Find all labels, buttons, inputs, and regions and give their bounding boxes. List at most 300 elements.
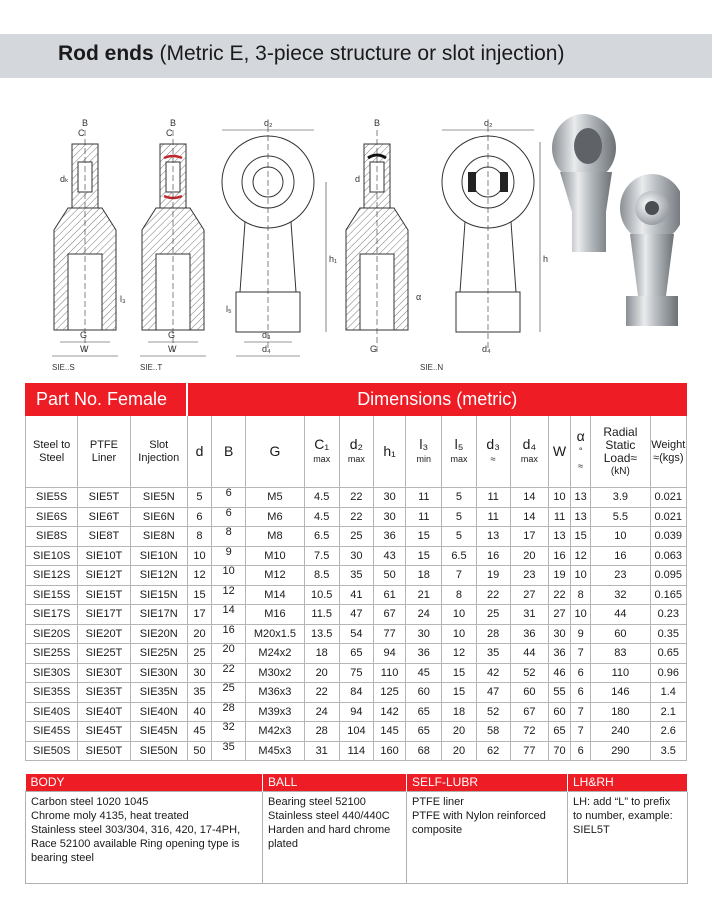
cell-slot: SIE17N [130,605,187,625]
cell-d3: 13 [476,527,510,547]
cell-slot: SIE6N [130,507,187,527]
dim-label-g-3: G [370,344,378,354]
cell-d: 15 [187,585,211,605]
col-c1: C₁ max [304,416,339,488]
cell-slot: SIE15N [130,585,187,605]
cell-l5: 15 [442,663,476,683]
cell-c1: 8.5 [304,566,339,586]
cell-steel: SIE40S [26,702,78,722]
cell-alpha: 7 [571,702,591,722]
cell-slot: SIE10N [130,546,187,566]
table-row [26,605,687,625]
col-l3: l₃ min [406,416,442,488]
cell-c1: 7.5 [304,546,339,566]
cell-c1: 4.5 [304,488,339,508]
cell-load: 83 [591,644,650,664]
cell-c1: 31 [304,741,339,761]
table-row [26,507,687,527]
dim-label-alpha: α [416,292,422,302]
table-row [26,624,687,644]
cell-l3: 18 [406,566,442,586]
body-header: BODY [26,774,263,791]
cell-l5: 5 [442,488,476,508]
cell-d: 40 [187,702,211,722]
cell-g: M45x3 [246,741,304,761]
dimensions-header: Dimensions (metric) [187,384,686,416]
cell-ptfe: SIE6T [78,507,130,527]
cell-weight: 0.165 [650,585,686,605]
cell-d2: 75 [339,663,373,683]
dimensions-table-body [26,488,687,761]
cell-b: 35 [212,741,246,761]
cell-d2: 84 [339,683,373,703]
cell-b: 20 [212,644,246,664]
cell-alpha: 10 [571,605,591,625]
cell-d2: 65 [339,644,373,664]
label-sie-s: SIE..S [52,363,75,372]
cell-h1: 36 [373,527,405,547]
cell-d: 30 [187,663,211,683]
cell-g: M30x2 [246,663,304,683]
cell-d4: 27 [510,585,548,605]
col-radial-load: Radial Static Load≈ (kN) [591,416,650,488]
cell-d2: 41 [339,585,373,605]
cell-d4: 52 [510,663,548,683]
cell-ptfe: SIE25T [78,644,130,664]
cell-weight: 0.039 [650,527,686,547]
cell-d: 35 [187,683,211,703]
table-row [26,683,687,703]
cell-d3: 11 [476,507,510,527]
cell-slot: SIE40N [130,702,187,722]
cell-alpha: 10 [571,566,591,586]
cell-d2: 47 [339,605,373,625]
self-lubr-cell: PTFE liner PTFE with Nylon reinforced composite [407,791,568,883]
cell-w: 16 [548,546,570,566]
col-steel: Steel to Steel [26,416,78,488]
dim-label-d2-2: d₂ [484,118,493,128]
col-ptfe: PTFE Liner [78,416,130,488]
cell-c1: 20 [304,663,339,683]
cell-slot: SIE12N [130,566,187,586]
cell-alpha: 13 [571,488,591,508]
dim-label-w-2: W [168,344,177,354]
cell-b: 6 [212,488,246,508]
cell-l5: 10 [442,605,476,625]
product-photo-1 [552,114,616,252]
dim-label-g: G [80,330,88,340]
cell-l3: 68 [406,741,442,761]
cell-h1: 67 [373,605,405,625]
col-d2: d₂ max [339,416,373,488]
cell-steel: SIE50S [26,741,78,761]
cell-load: 3.9 [591,488,650,508]
body-cell: Carbon steel 1020 1045 Chrome moly 4135, heat treated Stainless steel 303/304, 316, 420, 17-4PH, Race 52100 available Ring opening type is bearing steel [26,791,263,883]
cell-w: 46 [548,663,570,683]
cell-l5: 20 [442,741,476,761]
cell-slot: SIE20N [130,624,187,644]
cell-d3: 52 [476,702,510,722]
cell-l3: 60 [406,683,442,703]
cell-b: 8 [212,527,246,547]
cell-h1: 30 [373,488,405,508]
cell-weight: 2.1 [650,702,686,722]
cell-alpha: 7 [571,644,591,664]
cell-d4: 36 [510,624,548,644]
cell-b: 9 [212,546,246,566]
cell-d3: 28 [476,624,510,644]
lh-rh-header: LH&RH [568,774,688,791]
cell-g: M12 [246,566,304,586]
cell-weight: 0.063 [650,546,686,566]
table-row [26,644,687,664]
cell-d: 6 [187,507,211,527]
cell-slot: SIE30N [130,663,187,683]
dim-label-d3: d₃ [262,330,271,340]
dimensions-table [25,383,687,761]
cell-d4: 77 [510,741,548,761]
col-alpha: α ° ≈ [571,416,591,488]
cell-l3: 65 [406,702,442,722]
cell-c1: 22 [304,683,339,703]
cell-h1: 94 [373,644,405,664]
cell-b: 6 [212,507,246,527]
cell-weight: 2.6 [650,722,686,742]
cell-d4: 44 [510,644,548,664]
cell-d: 50 [187,741,211,761]
cell-load: 110 [591,663,650,683]
cell-d2: 104 [339,722,373,742]
cell-steel: SIE8S [26,527,78,547]
dim-label-g-2: G [168,330,176,340]
cell-l3: 45 [406,663,442,683]
cell-d2: 22 [339,507,373,527]
cell-slot: SIE45N [130,722,187,742]
cell-l3: 24 [406,605,442,625]
cell-h1: 142 [373,702,405,722]
col-slot: Slot Injection [130,416,187,488]
col-w: W [548,416,570,488]
cell-steel: SIE17S [26,605,78,625]
cell-slot: SIE50N [130,741,187,761]
cell-load: 23 [591,566,650,586]
cell-d3: 42 [476,663,510,683]
cell-h1: 110 [373,663,405,683]
col-d4: d₄ max [510,416,548,488]
dim-label-dk: dₖ [60,174,69,184]
cell-d: 12 [187,566,211,586]
cell-weight: 0.35 [650,624,686,644]
cell-c1: 10.5 [304,585,339,605]
section-drawing-s [52,130,118,356]
cell-steel: SIE45S [26,722,78,742]
dim-label-d: d [355,174,361,184]
cell-d4: 17 [510,527,548,547]
col-g: G [246,416,304,488]
cell-w: 27 [548,605,570,625]
cell-l5: 5 [442,527,476,547]
cell-alpha: 15 [571,527,591,547]
cell-g: M6 [246,507,304,527]
dim-label-l3: l₃ [120,294,126,304]
cell-load: 180 [591,702,650,722]
table-row [26,722,687,742]
cell-d4: 67 [510,702,548,722]
cell-l3: 11 [406,507,442,527]
cell-c1: 4.5 [304,507,339,527]
cell-weight: 0.095 [650,566,686,586]
cell-l3: 11 [406,488,442,508]
table-row [26,585,687,605]
cell-steel: SIE5S [26,488,78,508]
cell-d3: 58 [476,722,510,742]
cell-w: 60 [548,702,570,722]
cell-g: M36x3 [246,683,304,703]
technical-drawings [40,112,680,380]
cell-g: M8 [246,527,304,547]
cell-h1: 43 [373,546,405,566]
cell-d3: 11 [476,488,510,508]
cell-w: 10 [548,488,570,508]
cell-c1: 11.5 [304,605,339,625]
cell-l3: 30 [406,624,442,644]
cell-ptfe: SIE20T [78,624,130,644]
cell-d3: 47 [476,683,510,703]
cell-load: 16 [591,546,650,566]
cell-w: 11 [548,507,570,527]
cell-w: 65 [548,722,570,742]
cell-w: 70 [548,741,570,761]
cell-d: 5 [187,488,211,508]
cell-alpha: 6 [571,663,591,683]
cell-b: 12 [212,585,246,605]
cell-steel: SIE10S [26,546,78,566]
cell-alpha: 6 [571,741,591,761]
dim-label-h: h [543,254,549,264]
cell-slot: SIE8N [130,527,187,547]
cell-l5: 20 [442,722,476,742]
cell-c1: 18 [304,644,339,664]
cell-d4: 72 [510,722,548,742]
cell-ptfe: SIE35T [78,683,130,703]
cell-d4: 60 [510,683,548,703]
dim-label-d4: d₄ [262,344,271,354]
col-d: d [187,416,211,488]
cell-d2: 22 [339,488,373,508]
cell-alpha: 12 [571,546,591,566]
table-row [26,527,687,547]
front-view-drawing-n [442,126,540,348]
cell-h1: 50 [373,566,405,586]
col-b: B [212,416,246,488]
title-bar [0,34,712,78]
cell-l3: 65 [406,722,442,742]
cell-load: 240 [591,722,650,742]
cell-l5: 5 [442,507,476,527]
cell-d2: 35 [339,566,373,586]
cell-load: 44 [591,605,650,625]
cell-weight: 3.5 [650,741,686,761]
cell-b: 32 [212,722,246,742]
section-drawing-n [346,130,408,352]
dim-label-d4-2: d₄ [482,344,491,354]
lh-rh-cell: LH: add “L” to prefix to number, example: SIEL5T [568,791,688,883]
cell-g: M14 [246,585,304,605]
cell-l5: 7 [442,566,476,586]
cell-load: 32 [591,585,650,605]
cell-load: 5.5 [591,507,650,527]
dim-label-w: W [80,344,89,354]
cell-g: M24x2 [246,644,304,664]
cell-alpha: 13 [571,507,591,527]
cell-weight: 0.23 [650,605,686,625]
cell-d2: 30 [339,546,373,566]
drawings-svg [40,112,680,380]
cell-d: 25 [187,644,211,664]
cell-alpha: 8 [571,585,591,605]
cell-l5: 15 [442,683,476,703]
cell-alpha: 7 [571,722,591,742]
cell-d2: 94 [339,702,373,722]
cell-l5: 6.5 [442,546,476,566]
cell-l3: 36 [406,644,442,664]
cell-ptfe: SIE12T [78,566,130,586]
cell-steel: SIE12S [26,566,78,586]
cell-ptfe: SIE8T [78,527,130,547]
cell-ptfe: SIE45T [78,722,130,742]
cell-d4: 14 [510,488,548,508]
cell-steel: SIE25S [26,644,78,664]
cell-g: M16 [246,605,304,625]
table-row [26,663,687,683]
cell-weight: 1.4 [650,683,686,703]
cell-h1: 125 [373,683,405,703]
col-weight: Weight ≈(kgs) [650,416,686,488]
cell-l3: 21 [406,585,442,605]
dim-label-c: C [78,128,85,138]
cell-d: 45 [187,722,211,742]
dim-label-b-3: B [374,118,381,128]
dim-label-b: B [82,118,89,128]
cell-d4: 31 [510,605,548,625]
cell-d: 17 [187,605,211,625]
dim-label-d2: d₂ [264,118,273,128]
cell-b: 22 [212,663,246,683]
dim-label-c-2: C [166,128,173,138]
cell-steel: SIE30S [26,663,78,683]
cell-weight: 0.96 [650,663,686,683]
cell-h1: 30 [373,507,405,527]
label-sie-n: SIE..N [420,363,444,372]
cell-ptfe: SIE30T [78,663,130,683]
cell-d: 20 [187,624,211,644]
col-l5: l₅ max [442,416,476,488]
cell-slot: SIE35N [130,683,187,703]
dim-label-l5: l₅ [226,304,232,314]
cell-steel: SIE15S [26,585,78,605]
cell-b: 16 [212,624,246,644]
page-title: Rod ends (Metric E, 3-piece structure or slot injection) [58,42,565,65]
table-row [26,702,687,722]
cell-d: 8 [187,527,211,547]
cell-d3: 62 [476,741,510,761]
cell-d4: 14 [510,507,548,527]
cell-d4: 20 [510,546,548,566]
ball-header: BALL [263,774,407,791]
cell-d3: 25 [476,605,510,625]
cell-steel: SIE20S [26,624,78,644]
cell-l5: 10 [442,624,476,644]
cell-h1: 160 [373,741,405,761]
cell-ptfe: SIE10T [78,546,130,566]
cell-g: M42x3 [246,722,304,742]
cell-g: M39x3 [246,702,304,722]
cell-alpha: 6 [571,683,591,703]
section-drawing-t [140,130,206,356]
cell-d2: 25 [339,527,373,547]
cell-d4: 23 [510,566,548,586]
product-photo-2 [620,174,680,326]
cell-weight: 0.65 [650,644,686,664]
cell-load: 146 [591,683,650,703]
cell-l3: 15 [406,527,442,547]
cell-ptfe: SIE15T [78,585,130,605]
materials-table [25,774,688,884]
ball-cell: Bearing steel 52100 Stainless steel 440/440C Harden and hard chrome plated [263,791,407,883]
cell-w: 30 [548,624,570,644]
cell-d2: 54 [339,624,373,644]
self-lubr-header: SELF-LUBR [407,774,568,791]
cell-steel: SIE35S [26,683,78,703]
cell-load: 60 [591,624,650,644]
cell-steel: SIE6S [26,507,78,527]
cell-d2: 114 [339,741,373,761]
table-row [26,488,687,508]
cell-w: 19 [548,566,570,586]
dim-label-h1: h₁ [329,254,338,264]
cell-w: 36 [548,644,570,664]
cell-h1: 61 [373,585,405,605]
cell-c1: 13.5 [304,624,339,644]
cell-b: 28 [212,702,246,722]
table-row [26,741,687,761]
cell-w: 13 [548,527,570,547]
cell-l5: 8 [442,585,476,605]
label-sie-t: SIE..T [140,363,163,372]
cell-l5: 12 [442,644,476,664]
cell-w: 55 [548,683,570,703]
cell-weight: 0.021 [650,507,686,527]
cell-d3: 22 [476,585,510,605]
cell-b: 25 [212,683,246,703]
cell-w: 22 [548,585,570,605]
col-h1: h₁ [373,416,405,488]
cell-g: M10 [246,546,304,566]
cell-ptfe: SIE50T [78,741,130,761]
cell-d3: 19 [476,566,510,586]
cell-slot: SIE5N [130,488,187,508]
cell-ptfe: SIE40T [78,702,130,722]
part-number-header: Part No. Female [26,384,188,416]
col-d3: d₃ ≈ [476,416,510,488]
cell-c1: 6.5 [304,527,339,547]
cell-weight: 0.021 [650,488,686,508]
cell-ptfe: SIE5T [78,488,130,508]
cell-h1: 77 [373,624,405,644]
cell-load: 290 [591,741,650,761]
cell-slot: SIE25N [130,644,187,664]
cell-b: 10 [212,566,246,586]
